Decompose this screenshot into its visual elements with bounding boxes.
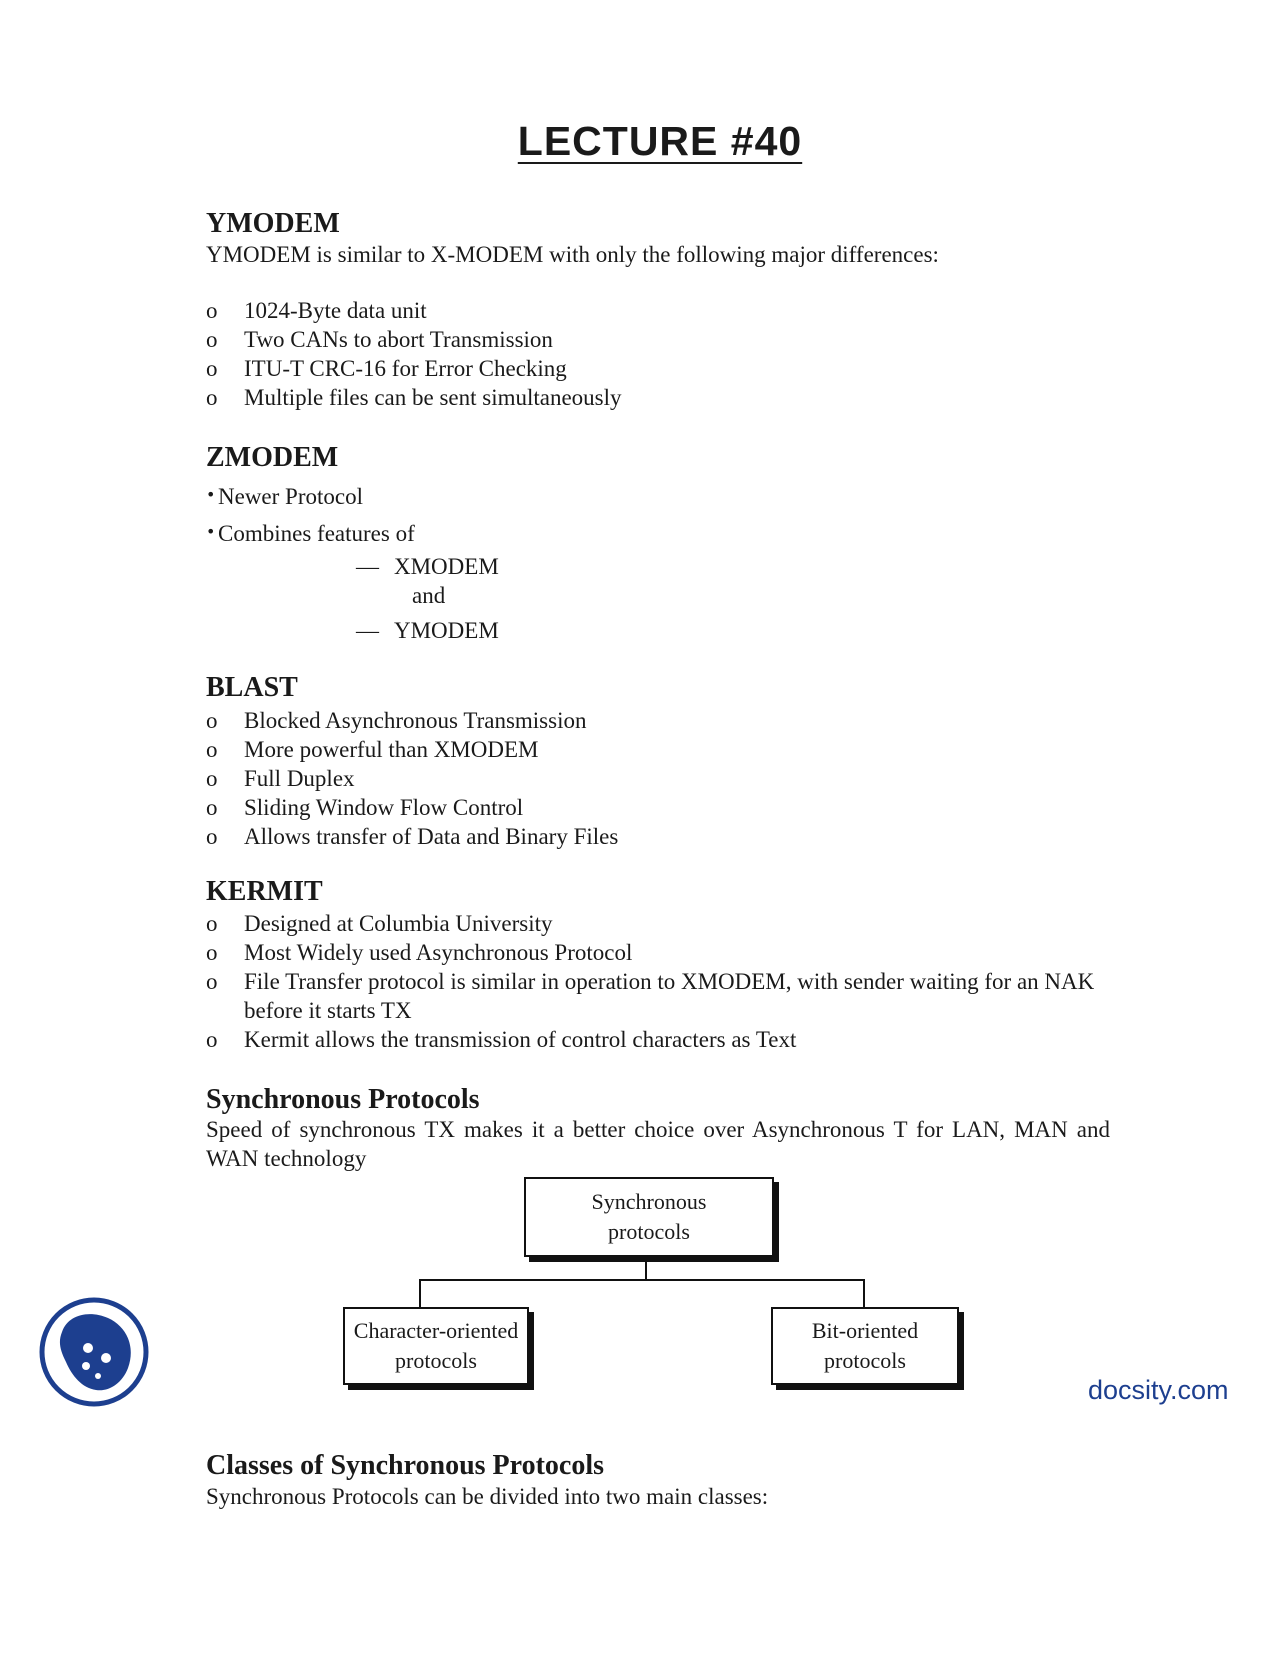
list-item: o More powerful than XMODEM — [206, 737, 539, 762]
blast-heading: BLAST — [206, 672, 298, 703]
list-item: o ITU-T CRC-16 for Error Checking — [206, 356, 567, 381]
classes-text: Synchronous Protocols can be divided into two main classes: — [206, 1484, 769, 1509]
zmodem-heading: ZMODEM — [206, 442, 339, 473]
box-bit-oriented: Bit-oriented protocols — [771, 1307, 959, 1385]
list-item: o Allows transfer of Data and Binary Files — [206, 824, 619, 849]
list-item: o Most Widely used Asynchronous Protocol — [206, 940, 633, 965]
list-item: o Two CANs to abort Transmission — [206, 327, 553, 352]
blast-list — [206, 706, 1110, 851]
connector-right — [863, 1279, 865, 1307]
kermit-list — [206, 909, 1110, 1054]
connector-left — [419, 1279, 421, 1307]
connector-bar — [419, 1279, 865, 1281]
list-item: o Designed at Columbia University — [206, 911, 553, 936]
sub-item-and: and — [412, 583, 446, 608]
classes-heading: Classes of Synchronous Protocols — [206, 1450, 605, 1481]
zmodem-list — [206, 478, 1110, 552]
list-item: o Full Duplex — [206, 766, 355, 791]
synchronous-heading: Synchronous Protocols — [206, 1084, 480, 1115]
page-title: LECTURE #40 — [517, 118, 803, 164]
list-item: o 1024-Byte data unit — [206, 298, 427, 323]
brand-text[interactable]: docsity.com — [1088, 1375, 1229, 1405]
list-item: • Combines features of — [206, 521, 415, 546]
kermit-heading: KERMIT — [206, 876, 323, 907]
list-item: • Newer Protocol — [206, 484, 363, 509]
list-item: o Multiple files can be sent simultaneously — [206, 385, 622, 410]
sub-item-ymodem: YMODEM — [394, 618, 499, 643]
sub-item-xmodem: XMODEM — [394, 554, 499, 579]
list-item: o Blocked Asynchronous Transmission — [206, 708, 587, 733]
ymodem-intro: YMODEM is similar to X-MODEM with only the following major differences: — [206, 242, 939, 267]
synchronous-text: Speed of synchronous TX makes it a better choice over Asynchronous T for LAN, MAN and WAN technology — [206, 1117, 1110, 1171]
list-item: o File Transfer protocol is similar in operation to XMODEM, with sender waiting for an NAK before it starts TX — [206, 969, 1095, 1023]
box-synchronous-protocols: Synchronous protocols — [524, 1177, 774, 1257]
docsity-logo-icon — [38, 1296, 150, 1408]
list-item: o Kermit allows the transmission of control characters as Text — [206, 1027, 797, 1052]
connector-stem — [645, 1254, 647, 1280]
box-character-oriented: Character-oriented protocols — [343, 1307, 529, 1385]
ymodem-heading: YMODEM — [206, 208, 340, 239]
list-item: o Sliding Window Flow Control — [206, 795, 524, 820]
ymodem-list — [206, 296, 1110, 412]
